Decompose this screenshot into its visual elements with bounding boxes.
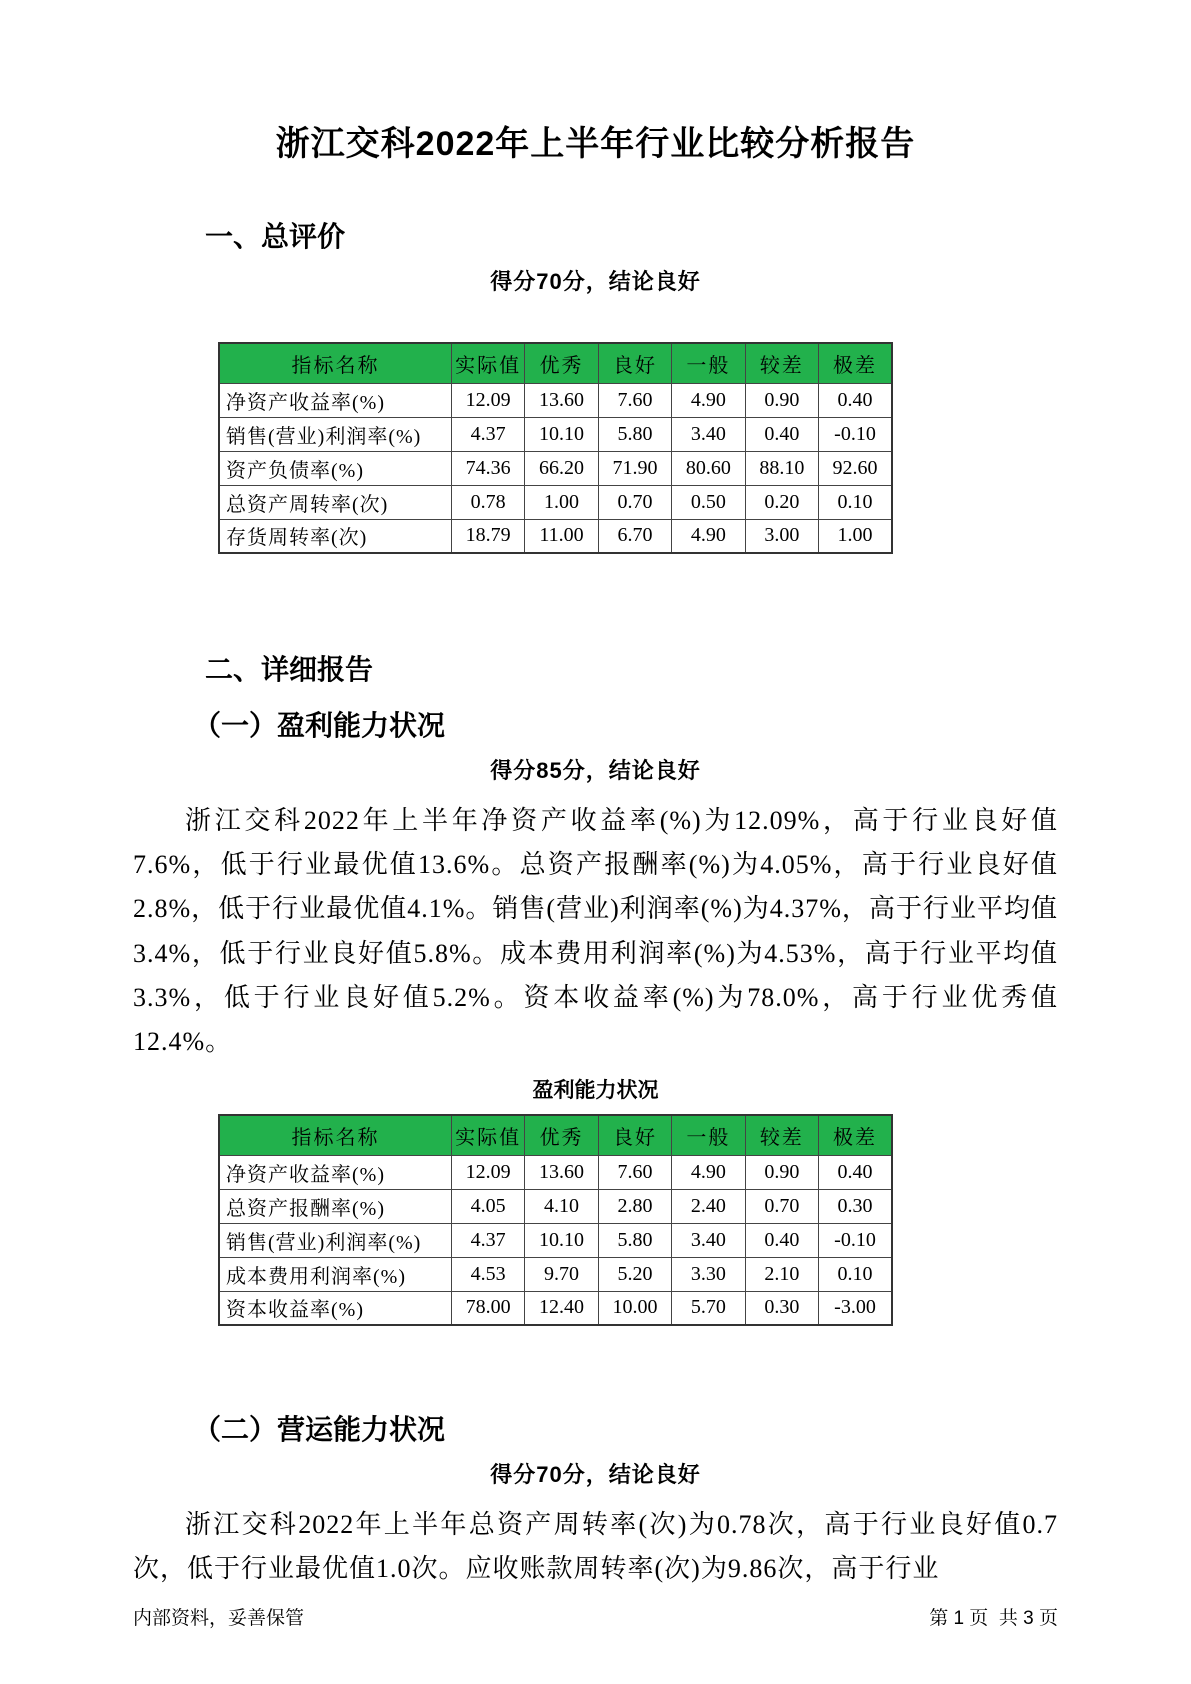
- column-header: 极差: [819, 1115, 892, 1155]
- column-header: 优秀: [525, 1115, 598, 1155]
- value-cell: 3.40: [672, 417, 745, 451]
- value-cell: 3.00: [745, 519, 818, 553]
- indicator-name-cell: 销售(营业)利润率(%): [219, 417, 451, 451]
- value-cell: 10.10: [525, 417, 598, 451]
- value-cell: 12.09: [451, 1155, 524, 1189]
- value-cell: 0.90: [745, 1155, 818, 1189]
- value-cell: 66.20: [525, 451, 598, 485]
- section-heading-overall: 一、总评价: [205, 221, 346, 252]
- subsection-heading-profitability: （一）盈利能力状况: [193, 710, 446, 741]
- value-cell: 0.40: [745, 417, 818, 451]
- column-header: 良好: [598, 1115, 671, 1155]
- value-cell: 12.09: [451, 383, 524, 417]
- column-header: 优秀: [525, 343, 598, 383]
- value-cell: 3.30: [672, 1257, 745, 1291]
- value-cell: 0.70: [598, 485, 671, 519]
- table-row: [219, 417, 892, 451]
- value-cell: 1.00: [819, 519, 892, 553]
- operation-score-line: 得分70分，结论良好: [490, 1462, 701, 1488]
- indicator-name-cell: 净资产收益率(%): [219, 383, 451, 417]
- value-cell: 0.10: [819, 485, 892, 519]
- value-cell: 0.20: [745, 485, 818, 519]
- value-cell: 1.00: [525, 485, 598, 519]
- value-cell: 6.70: [598, 519, 671, 553]
- value-cell: 3.40: [672, 1223, 745, 1257]
- column-header: 一般: [672, 1115, 745, 1155]
- page-title: 浙江交科2022年上半年行业比较分析报告: [275, 125, 916, 163]
- value-cell: 0.90: [745, 383, 818, 417]
- value-cell: 0.50: [672, 485, 745, 519]
- value-cell: -0.10: [819, 417, 892, 451]
- value-cell: 4.53: [451, 1257, 524, 1291]
- value-cell: 4.90: [672, 519, 745, 553]
- value-cell: 0.10: [819, 1257, 892, 1291]
- table-row: [219, 1155, 892, 1189]
- value-cell: 0.78: [451, 485, 524, 519]
- value-cell: 18.79: [451, 519, 524, 553]
- value-cell: 0.70: [745, 1189, 818, 1223]
- value-cell: 4.05: [451, 1189, 524, 1223]
- subsection-heading-operation: （二）营运能力状况: [193, 1414, 446, 1446]
- column-header: 指标名称: [219, 343, 451, 383]
- indicator-name-cell: 资本收益率(%): [219, 1291, 451, 1325]
- column-header: 较差: [745, 343, 818, 383]
- table-row: [219, 383, 892, 417]
- profitability-score-line: 得分85分，结论良好: [490, 758, 701, 783]
- table-row: [219, 1223, 892, 1257]
- value-cell: 5.70: [672, 1291, 745, 1325]
- table-row: [219, 1189, 892, 1223]
- table-row: [219, 519, 892, 553]
- profitability-comparison-table: [218, 1114, 893, 1326]
- value-cell: 7.60: [598, 383, 671, 417]
- table-header-row: [219, 343, 892, 383]
- value-cell: 80.60: [672, 451, 745, 485]
- value-cell: 7.60: [598, 1155, 671, 1189]
- value-cell: 0.30: [819, 1189, 892, 1223]
- column-header: 实际值: [451, 1115, 524, 1155]
- value-cell: 5.20: [598, 1257, 671, 1291]
- value-cell: 0.40: [819, 1155, 892, 1189]
- footer-confidential-note: 内部资料，妥善保管: [133, 1608, 305, 1629]
- column-header: 一般: [672, 343, 745, 383]
- column-header: 良好: [598, 343, 671, 383]
- value-cell: 13.60: [525, 1155, 598, 1189]
- value-cell: 4.37: [451, 417, 524, 451]
- column-header: 极差: [819, 343, 892, 383]
- column-header: 较差: [745, 1115, 818, 1155]
- value-cell: 4.37: [451, 1223, 524, 1257]
- value-cell: 2.80: [598, 1189, 671, 1223]
- value-cell: 9.70: [525, 1257, 598, 1291]
- value-cell: 12.40: [525, 1291, 598, 1325]
- value-cell: 2.40: [672, 1189, 745, 1223]
- value-cell: 5.80: [598, 417, 671, 451]
- indicator-name-cell: 成本费用利润率(%): [219, 1257, 451, 1291]
- indicator-name-cell: 总资产周转率(次): [219, 485, 451, 519]
- value-cell: 5.80: [598, 1223, 671, 1257]
- table-row: [219, 1257, 892, 1291]
- value-cell: 92.60: [819, 451, 892, 485]
- indicator-name-cell: 存货周转率(次): [219, 519, 451, 553]
- value-cell: 74.36: [451, 451, 524, 485]
- profitability-table-caption: 盈利能力状况: [532, 1079, 659, 1103]
- operation-paragraph: 浙江交科2022年上半年总资产周转率(次)为0.78次，高于行业良好值0.7次，低于行业最优值1.0次。应收账款周转率(次)为9.86次，高于行业: [133, 1510, 1058, 1584]
- column-header: 指标名称: [219, 1115, 451, 1155]
- table-header-row: [219, 1115, 892, 1155]
- value-cell: 0.30: [745, 1291, 818, 1325]
- section-heading-detail: 二、详细报告: [205, 654, 374, 685]
- value-cell: -3.00: [819, 1291, 892, 1325]
- value-cell: 88.10: [745, 451, 818, 485]
- overall-score-line: 得分70分，结论良好: [490, 269, 701, 294]
- indicator-name-cell: 销售(营业)利润率(%): [219, 1223, 451, 1257]
- value-cell: 10.10: [525, 1223, 598, 1257]
- value-cell: -0.10: [819, 1223, 892, 1257]
- value-cell: 78.00: [451, 1291, 524, 1325]
- page-footer: [133, 1603, 1058, 1630]
- table-row: [219, 485, 892, 519]
- overall-comparison-table: [218, 342, 893, 554]
- value-cell: 0.40: [745, 1223, 818, 1257]
- value-cell: 4.10: [525, 1189, 598, 1223]
- indicator-name-cell: 净资产收益率(%): [219, 1155, 451, 1189]
- column-header: 实际值: [451, 343, 524, 383]
- value-cell: 10.00: [598, 1291, 671, 1325]
- value-cell: 71.90: [598, 451, 671, 485]
- indicator-name-cell: 资产负债率(%): [219, 451, 451, 485]
- table-row: [219, 451, 892, 485]
- value-cell: 13.60: [525, 383, 598, 417]
- value-cell: 2.10: [745, 1257, 818, 1291]
- table-row: [219, 1291, 892, 1325]
- footer-page-number: 第 1 页 共 3 页: [929, 1608, 1058, 1629]
- profitability-paragraph: 浙江交科2022年上半年净资产收益率(%)为12.09%，高于行业良好值7.6%，低于行业最优值13.6%。总资产报酬率(%)为4.05%，高于行业良好值2.8%，低于行业最优值4.1%。销售(营业)利润率(%)为4.37%，高于行业平均值3.4%，低于行业良好值5.8%。成本费用利润率(%)为4.53%，高于行业平均值3.3%，低于行业良好值5.2%。资本收益率(%)为78.0%，高于行业优秀值12.4%。: [133, 806, 1058, 1056]
- value-cell: 4.90: [672, 1155, 745, 1189]
- indicator-name-cell: 总资产报酬率(%): [219, 1189, 451, 1223]
- value-cell: 4.90: [672, 383, 745, 417]
- value-cell: 11.00: [525, 519, 598, 553]
- value-cell: 0.40: [819, 383, 892, 417]
